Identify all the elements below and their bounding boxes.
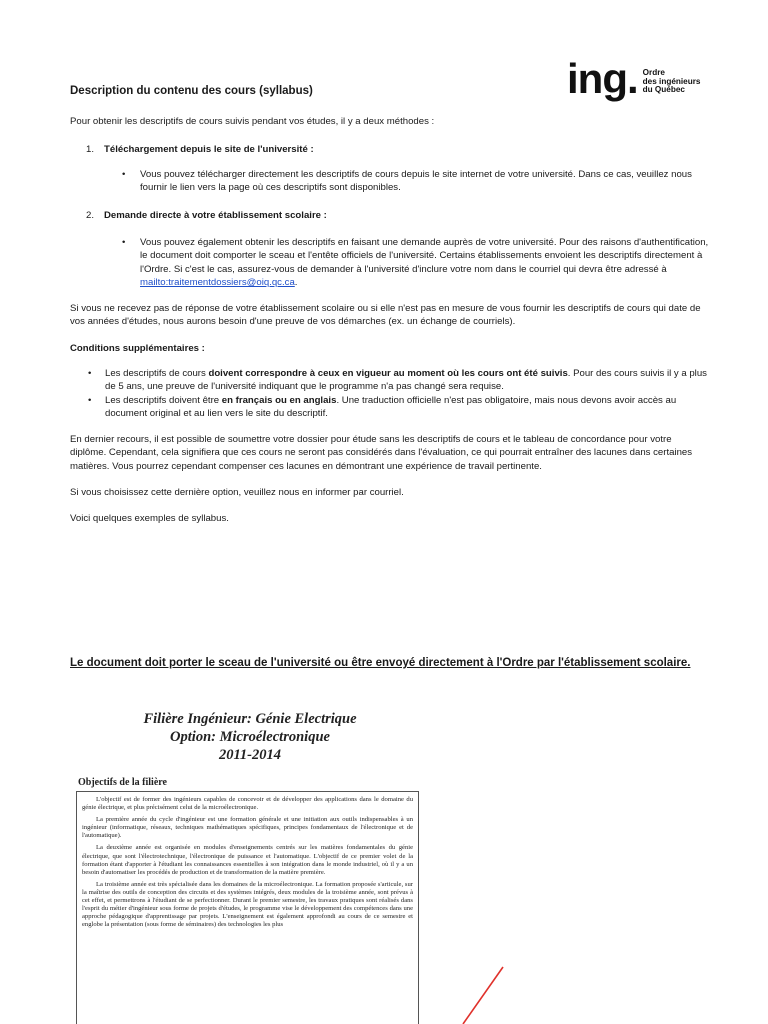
examples-paragraph: Voici quelques exemples de syllabus. bbox=[70, 513, 229, 524]
logo-text: Ordre des ingénieurs du Québec bbox=[642, 68, 701, 95]
bullet-icon: • bbox=[122, 237, 126, 248]
red-annotation-line bbox=[455, 965, 515, 1024]
method-1-bullet: • Vous pouvez télécharger directement les descriptifs de cours depuis le site internet de votre université. Dans ce cas, veuillez nous fournir le lien vers la page où ces descriptifs sont disponibles. bbox=[122, 169, 692, 194]
no-response-paragraph: Si vous ne recevez pas de réponse de votre établissement scolaire ou si elle n'est pas en mesure de vous fournir les descriptifs de cours qui date de vos années d'études, nous aurons besoin d'une preuve de vos démarches (ex. un échange de courriels). bbox=[70, 303, 701, 328]
intro-paragraph: Pour obtenir les descriptifs de cours suivis pendant vos études, il y a deux méthodes : bbox=[70, 116, 435, 127]
bullet-icon: • bbox=[122, 169, 126, 180]
condition-item: • Les descriptifs doivent être en français ou en anglais. Une traduction officielle n'est pas obligatoire, mais nous devons avoir accès au document original et au lien vers le site du descriptif. bbox=[88, 395, 677, 420]
scan-subtitle: Objectifs de la filière bbox=[78, 777, 167, 788]
oiq-logo bbox=[567, 55, 701, 102]
scan-title-line-3: 2011-2014 bbox=[218, 747, 282, 763]
last-resort-paragraph: En dernier recours, il est possible de soumettre votre dossier pour étude sans les descriptifs de cours et le tableau de concordance pour votre diplôme. Cependant, cela signifiera que ces cours ne seront pas considérés dans l'évaluation, ce qui pourrait entraîner des lacunes dans certaines matières. Vous pourrez cependant compenser ces lacunes en démontrant une expérience de travail pertinente. bbox=[70, 434, 693, 472]
logo-mark: ing. bbox=[567, 55, 638, 102]
method-2-bullet: • Vous pouvez également obtenir les descriptifs en faisant une demande auprès de votre université. Pour des raisons d'authentification, le document doit comporter le sceau et l'entête officiels de l'université. Certains établissements envoient les descriptifs directement à l'Ordre. Si c'est le cas, assurez-vous de demander à l'université d'inclure votre nom dans le courriel qui devra être adressé à mailto:traitementdossiers@oiq.qc.ca. bbox=[122, 237, 709, 289]
bullet-icon: • bbox=[88, 395, 92, 406]
method-2-heading: 2. Demande directe à votre établissement scolaire : bbox=[86, 210, 327, 221]
condition-item: • Les descriptifs de cours doivent correspondre à ceux en vigueur au moment où les cours ont été suivis. Pour des cours suivis il y a plus de 5 ans, une preuve de l'université indiquant que le programme n'a pas changé sera requise. bbox=[88, 368, 707, 393]
email-link[interactable]: mailto:traitementdossiers@oiq.qc.ca bbox=[140, 277, 295, 289]
scan-paragraph: La première année du cycle d'ingénieur est une formation générale et une initiation aux outils indispensables à un ingénieur (informatique, réseaux, techniques mathématiques spécifiques, principes fondamentaux de l'électronique et de l'automatique). bbox=[82, 816, 413, 840]
page-title: Description du contenu des cours (syllabus) bbox=[70, 85, 313, 97]
scan-paragraph: La troisième année est très spécialisée dans les domaines de la microélectronique. La formation proposée s'articule, sur la maîtrise des outils de conception des circuits et des systèmes intégrés, deux modules de la troisième année, sont prévus à cet effet, et permettrons à l'étudiant de se perfectionner. Durant le premier semestre, les travaux pratiques sont réalisés dans l'esprit du métier d'ingénieur sous forme de projets d'études, le programme vise le développement des compétences dans une approche pédagogique d'apprentissage par projets. L'enseignement est également approfondi au cours de ce semestre et englobe la présentation (sous forme de séminaires) des technologies les plus bbox=[82, 880, 413, 929]
scan-title-line-2: Option: Microélectronique bbox=[170, 729, 330, 745]
method-1-heading: 1. Téléchargement depuis le site de l'université : bbox=[86, 144, 314, 155]
scan-paragraph: La deuxième année est organisée en modules d'enseignements centrés sur les matières fondamentales du génie électrique, que sont l'électrotechnique, l'électronique de puissance et l'automatique. L'objectif de ce premier volet de la formation étant d'apporter à l'étudiant les connaissances essentielles à son intégration dans le monde industriel, où il y a un besoin d'automatiser les procédés de production et de transformation de la matière première. bbox=[82, 844, 413, 876]
scan-text-box bbox=[76, 791, 419, 1024]
conditions-title: Conditions supplémentaires : bbox=[70, 343, 205, 354]
bullet-icon: • bbox=[88, 368, 92, 379]
option-note-paragraph: Si vous choisissez cette dernière option, veuillez nous en informer par courriel. bbox=[70, 487, 404, 498]
scan-title-line-1: Filière Ingénieur: Génie Electrique bbox=[143, 711, 357, 727]
seal-warning: Le document doit porter le sceau de l'université ou être envoyé directement à l'Ordre par l'établissement scolaire. bbox=[70, 657, 691, 669]
syllabus-scan-image bbox=[70, 700, 430, 1024]
scan-paragraph: L'objectif est de former des ingénieurs capables de concevoir et de développer des applications dans le domaine du génie électrique, et plus précisément celui de la microélectronique. bbox=[82, 796, 413, 812]
